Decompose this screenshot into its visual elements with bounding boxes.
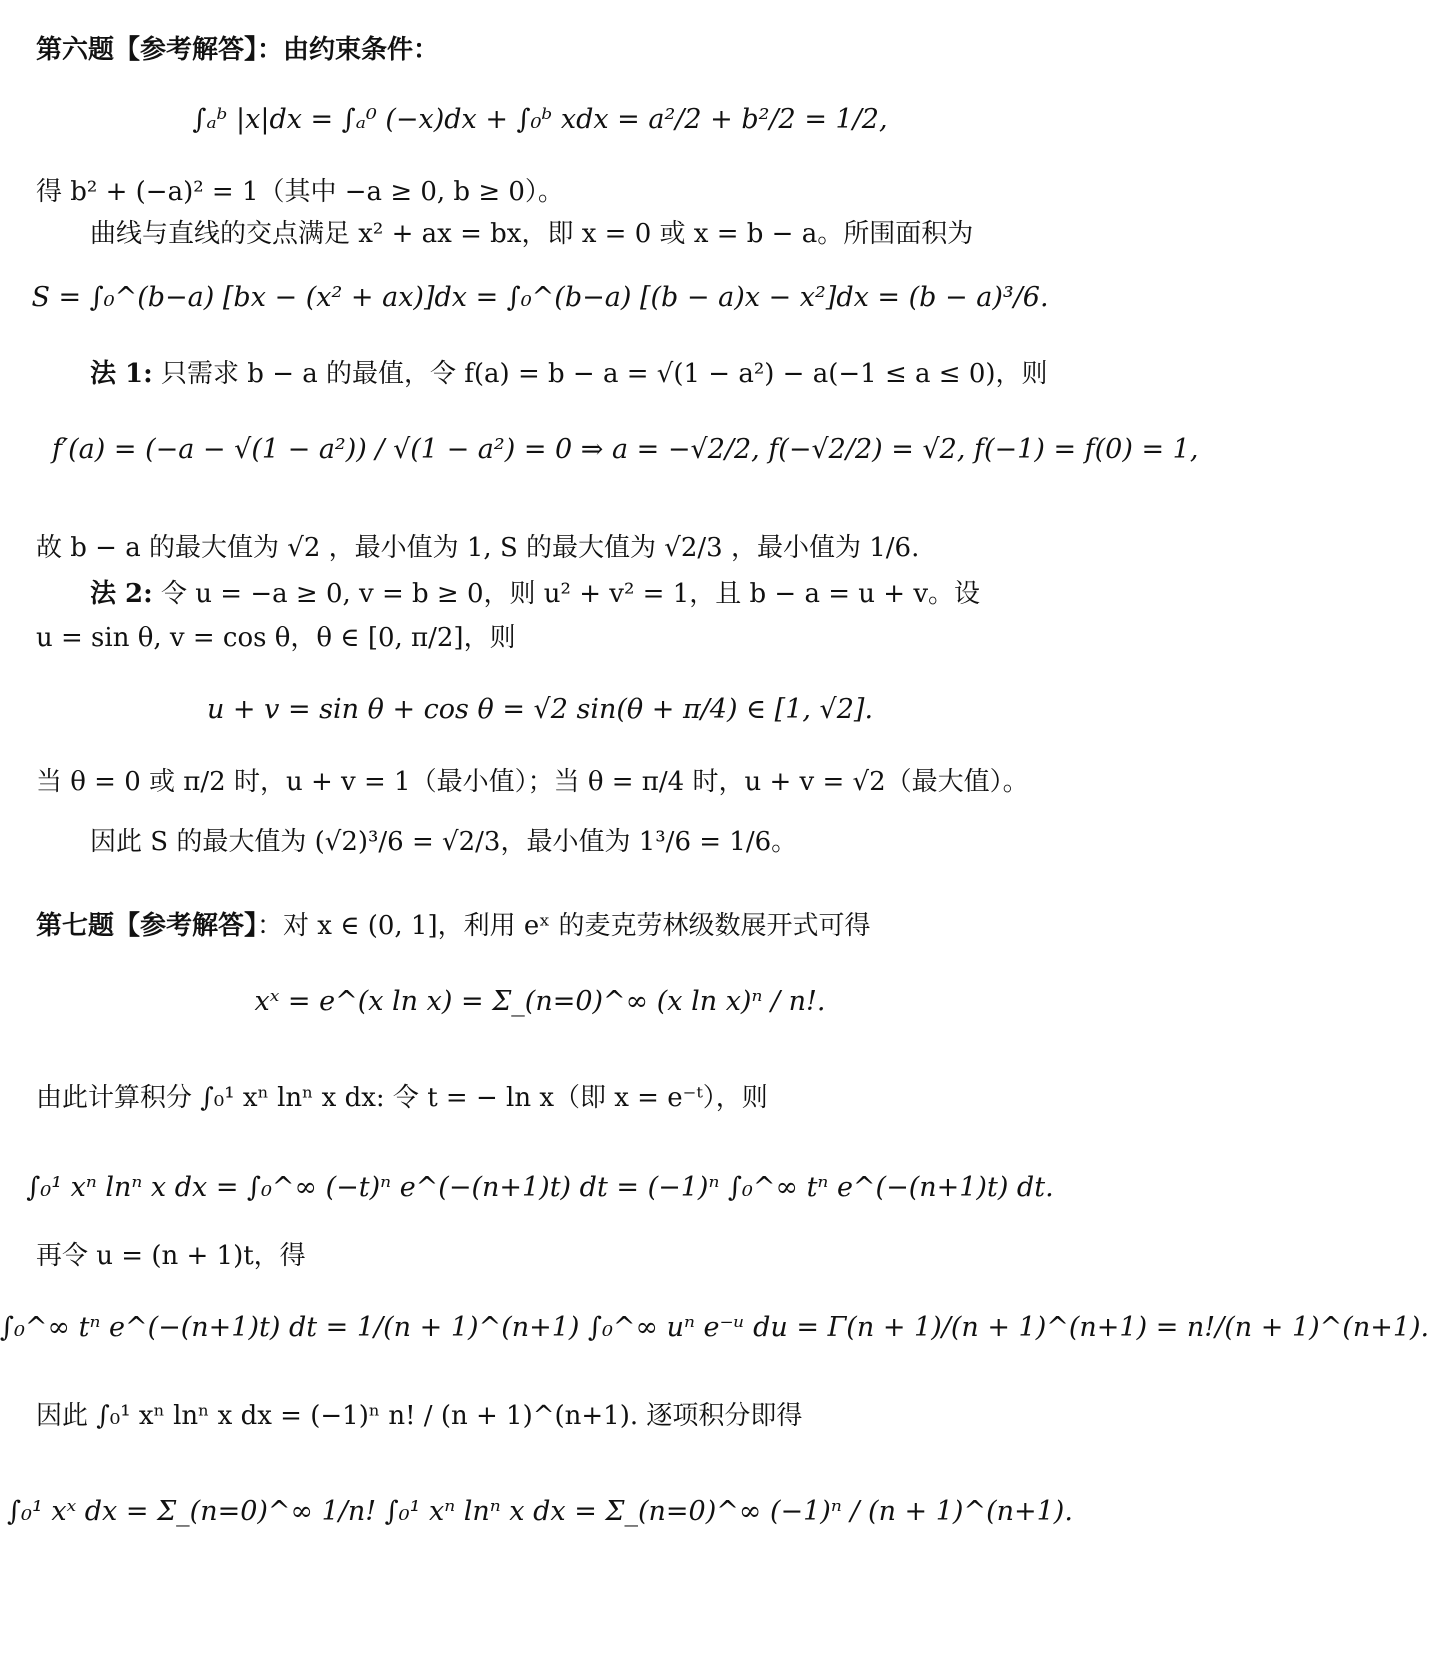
equation-derivative: f′(a) = (−a − √(1 − a²)) / √(1 − a²) = 0 ⇒ a = −√2/2, f(−√2/2) = √2, f(−1) = f(0) = 1,: [52, 434, 1199, 465]
equation-trig: u + v = sin θ + cos θ = √2 sin(θ + π/4) ∈ [1, √2].: [206, 694, 874, 725]
method1-text: 只需求 b − a 的最值，令 f(a) = b − a = √(1 − a²) − a(−1 ≤ a ≤ 0)，则: [161, 359, 1048, 389]
method1-line: [0, 352, 1170, 396]
equation-series: xˣ = e^(x ln x) = Σ_(n=0)^∞ (x ln x)ⁿ / n!.: [254, 986, 826, 1017]
equation-constraint: ∫ₐᵇ |x|dx = ∫ₐ⁰ (−x)dx + ∫₀ᵇ xdx = a²/2 + b²/2 = 1/2,: [192, 104, 888, 135]
problem6-heading: 第六题【参考解答】: [36, 35, 258, 65]
problem7-intro: ：对 x ∈ (0, 1]，利用 eˣ 的麦克劳林级数展开式可得: [257, 911, 871, 941]
constraint-result: 得 b² + (−a)² = 1（其中 −a ≥ 0, b ≥ 0）。: [36, 177, 564, 207]
method2-substitution: u = sin θ, v = cos θ，θ ∈ [0, π/2]，则: [36, 623, 516, 653]
method1-conclusion: 故 b − a 的最大值为 √2 ，最小值为 1, S 的最大值为 √2/3 ，最小值为 1/6.: [36, 533, 920, 563]
extremes-text: 当 θ = 0 或 π/2 时，u + v = 1（最小值）；当 θ = π/4 时，u + v = √2（最大值）。: [36, 767, 1029, 797]
problem6-final: 因此 S 的最大值为 (√2)³/6 = √2/3，最小值为 1³/6 = 1/6。: [90, 827, 798, 857]
equation-final: ∫₀¹ xˣ dx = Σ_(n=0)^∞ 1/n! ∫₀¹ xⁿ lnⁿ x dx = Σ_(n=0)^∞ (−1)ⁿ / (n + 1)^(n+1).: [7, 1496, 1073, 1527]
equation-gamma: ∫₀^∞ tⁿ e^(−(n+1)t) dt = 1/(n + 1)^(n+1) ∫₀^∞ uⁿ e⁻ᵘ du = Γ(n + 1)/(n + 1)^(n+1) = n!/(n + 1)^(n+1).: [0, 1312, 1429, 1343]
problem7-heading: 第七题【参考解答】: [36, 911, 258, 941]
substitution-text: 由此计算积分 ∫₀¹ xⁿ lnⁿ x dx: 令 t = − ln x（即 x = e⁻ᵗ），则: [36, 1083, 768, 1113]
equation-substitution: ∫₀¹ xⁿ lnⁿ x dx = ∫₀^∞ (−t)ⁿ e^(−(n+1)t) dt = (−1)ⁿ ∫₀^∞ tⁿ e^(−(n+1)t) dt.: [26, 1172, 1054, 1203]
intersection-text: 曲线与直线的交点满足 x² + ax = bx，即 x = 0 或 x = b − a。所围面积为: [90, 219, 974, 249]
equation-area: S = ∫₀^(b−a) [bx − (x² + ax)]dx = ∫₀^(b−a) [(b − a)x − x²]dx = (b − a)³/6.: [31, 282, 1049, 313]
problem6-intro: ：由约束条件：: [257, 35, 440, 65]
method2-line: [0, 572, 1170, 616]
problem6-heading-line: [0, 28, 1116, 72]
second-substitution: 再令 u = (n + 1)t，得: [36, 1241, 306, 1271]
method1-label: 法 1:: [90, 359, 153, 389]
problem7-heading-line: [0, 904, 1116, 948]
method2-label: 法 2:: [90, 579, 153, 609]
method2-text: 令 u = −a ≥ 0, v = b ≥ 0，则 u² + v² = 1，且 b − a = u + v。设: [161, 579, 981, 609]
therefore-text: 因此 ∫₀¹ xⁿ lnⁿ x dx = (−1)ⁿ n! / (n + 1)^(n+1). 逐项积分即得: [36, 1401, 803, 1431]
